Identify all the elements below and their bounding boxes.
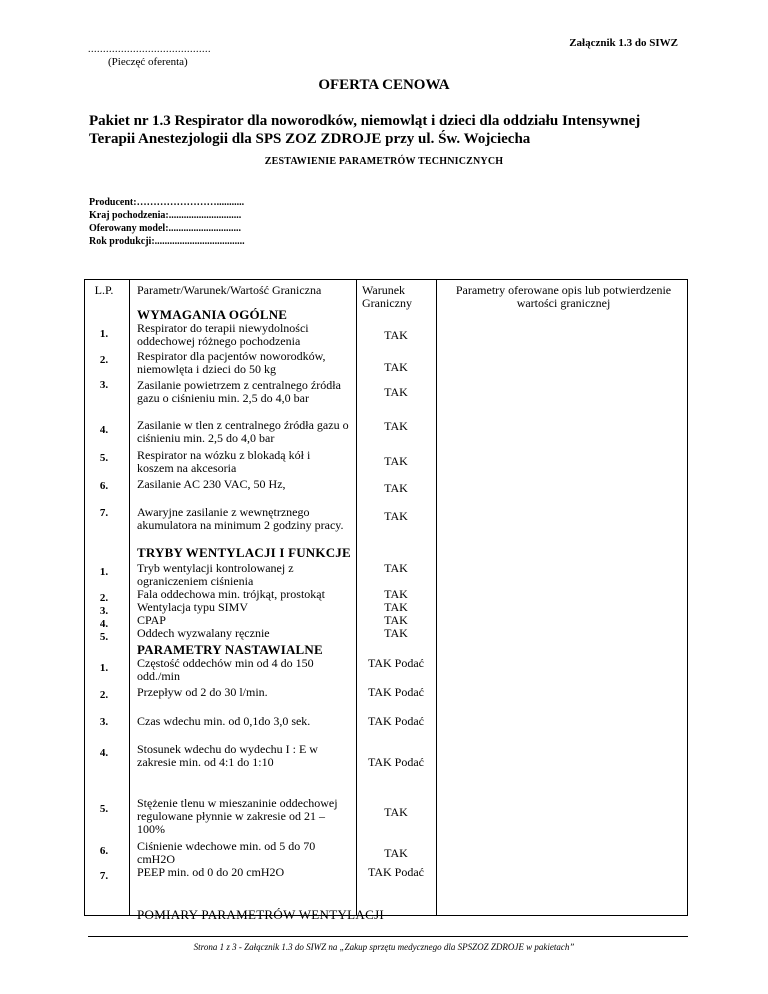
row-value: TAK Podać (367, 865, 425, 879)
row-desc: CPAP (137, 613, 166, 627)
row-lp: 6. (99, 845, 109, 857)
row-value: TAK (384, 385, 408, 399)
row-desc: Wentylacja typu SIMV (137, 600, 249, 614)
section-title-settings: PARAMETRY NASTAWIALNE (137, 642, 323, 657)
row-lp: 1. (99, 662, 109, 674)
row-desc: Zasilanie w tlen z centralnego źródła gazu o ciśnieniu min. 2,5 do 4,0 bar (137, 418, 349, 445)
table-border-right (687, 279, 688, 915)
row-desc: Czas wdechu min. od 0,1do 3,0 sek. (137, 714, 311, 728)
row-desc: Respirator na wózku z blokadą kół i koszem na akcesoria (137, 448, 311, 475)
row-desc: Respirator dla pacjentów noworodków, niemowlęta i dzieci do 50 kg (137, 349, 326, 376)
row-desc: PEEP min. od 0 do 20 cmH2O (137, 865, 285, 879)
section-title-modes: TRYBY WENTYLACJI I FUNKCJE (137, 545, 351, 560)
page-footer: Strona 1 z 3 - Załącznik 1.3 do SIWZ na „Zakup sprzętu medycznego dla SPSZOZ ZDROJE w pakietach” (193, 942, 575, 952)
model-field: Oferowany model:............................. (89, 223, 242, 234)
row-lp: 3. (99, 716, 109, 728)
row-value: TAK (384, 419, 408, 433)
section-title-measurements: POMIARY PARAMETRÓW WENTYLACJI (137, 907, 385, 922)
row-desc: Częstość oddechów min od 4 do 150 odd./min (137, 656, 314, 683)
row-desc: Respirator do terapii niewydolności oddechowej różnego pochodzenia (137, 321, 309, 348)
row-desc: Przepływ od 2 do 30 l/min. (137, 685, 268, 699)
row-desc: Zasilanie AC 230 VAC, 50 Hz, (137, 477, 286, 491)
row-value: TAK Podać (367, 656, 425, 670)
row-value: TAK (384, 805, 408, 819)
row-lp: 4. (99, 747, 109, 759)
row-lp: 4. (99, 618, 109, 630)
row-lp: 2. (99, 354, 109, 366)
row-desc: Awaryjne zasilanie z wewnętrznego akumulatora na minimum 2 godziny pracy. (137, 505, 344, 532)
row-value: TAK (384, 509, 408, 523)
table-col-divider (129, 279, 130, 915)
row-lp: 5. (99, 631, 109, 643)
attachment-label: Załącznik 1.3 do SIWZ (569, 37, 678, 49)
row-desc: Zasilanie powietrzem z centralnego źródła gazu o ciśnieniu min. 2,5 do 4,0 bar (137, 378, 341, 405)
package-title: Pakiet nr 1.3 Respirator dla noworodków, niemowląt i dzieci dla oddziału Intensywnej Terapii Anestezjologii dla SPS ZOZ ZDROJE przy ul. Św. Wojciecha (89, 113, 641, 147)
row-value: TAK (384, 481, 408, 495)
country-field: Kraj pochodzenia:............................. (89, 210, 242, 221)
row-lp: 2. (99, 592, 109, 604)
row-lp: 5. (99, 452, 109, 464)
row-value: TAK Podać (367, 714, 425, 728)
row-lp: 2. (99, 689, 109, 701)
row-lp: 5. (99, 803, 109, 815)
section-heading: ZESTAWIENIE PARAMETRÓW TECHNICZNYCH (264, 156, 504, 167)
row-desc: Oddech wyzwalany ręcznie (137, 626, 270, 640)
row-value: TAK (384, 613, 408, 627)
row-lp: 1. (99, 328, 109, 340)
producer-field: Producent:……………………........... (89, 197, 245, 208)
row-value: TAK (384, 846, 408, 860)
table-col-divider (436, 279, 437, 915)
row-value: TAK (384, 454, 408, 468)
col-header-param: Parametr/Warunek/Wartość Graniczna (137, 283, 322, 297)
row-lp: 3. (99, 605, 109, 617)
row-desc: Ciśnienie wdechowe min. od 5 do 70 cmH2O (137, 839, 316, 866)
year-field: Rok produkcji:.................................... (89, 236, 245, 247)
row-value: TAK (384, 587, 408, 601)
row-lp: 3. (99, 379, 109, 391)
row-lp: 6. (99, 480, 109, 492)
row-value: TAK Podać (367, 755, 425, 769)
section-title-general: WYMAGANIA OGÓLNE (137, 307, 288, 322)
row-desc: Tryb wentylacji kontrolowanej z ograniczeniem ciśnienia (137, 561, 294, 588)
row-lp: 7. (99, 507, 109, 519)
footer-divider (88, 936, 688, 937)
row-lp: 1. (99, 566, 109, 578)
row-value: TAK (384, 561, 408, 575)
row-value: TAK (384, 600, 408, 614)
stamp-caption: (Pieczęć oferenta) (108, 56, 188, 68)
producer-block (89, 196, 245, 248)
page-title: OFERTA CENOWA (318, 77, 450, 93)
row-value: TAK (384, 360, 408, 374)
row-value: TAK (384, 626, 408, 640)
col-header-condition: Warunek Graniczny (362, 283, 412, 310)
row-desc: Fala oddechowa min. trójkąt, prostokąt (137, 587, 325, 601)
row-value: TAK Podać (367, 685, 425, 699)
col-header-lp: L.P. (94, 283, 114, 297)
table-border-top (84, 279, 688, 280)
row-value: TAK (384, 328, 408, 342)
row-desc: Stężenie tlenu w mieszaninie oddechowej regulowane płynnie w zakresie od 21 – 100% (137, 796, 338, 836)
row-lp: 7. (99, 870, 109, 882)
col-header-offered: Parametry oferowane opis lub potwierdzenie wartości granicznej (455, 283, 672, 310)
stamp-dots: ......................................... (88, 44, 211, 55)
row-lp: 4. (99, 424, 109, 436)
row-desc: Stosunek wdechu do wydechu I : E w zakresie min. od 4:1 do 1:10 (137, 742, 318, 769)
